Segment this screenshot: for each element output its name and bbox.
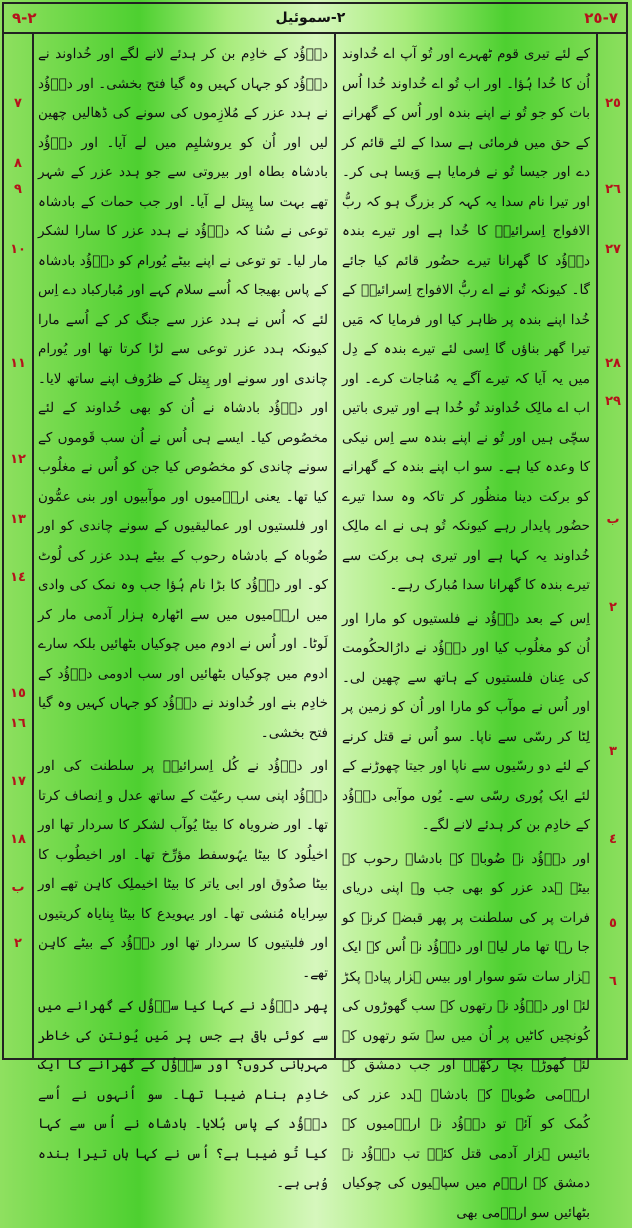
verse-number: ٢٨ [598,356,628,371]
right-chapter-ref: ٧-٢٥ [584,9,618,27]
verse-number: ٥ [598,916,628,931]
paragraph: پھر داؔؤُد نے کہا کیا ساؔؤُل کے گھرانے میں سے کوئی باقی ہے جس پر مَیں یُونتن کی خاطر مہربانی کروں؟ اور ساؔؤُل کے گھرانے کا ایک خادِم بنام ضیبا تھا۔ سو اُنہوں نے اُسے داؔؤُد کے پاس بُلایا۔ بادشاہ نے اُس سے کہا کیا تُو ضیبا ہے؟ اُس نے کہا ہاں تیرا بندہ وُہی ہے۔ [38,992,328,1199]
verse-number: ١١ [6,356,30,371]
paragraph: داؔؤُد کے خادِم بن کر ہدئے لانے لگے اور خُداوند نے داؔؤُد کو جہاں کہیں وہ گیا فتح بخشی۔ اور داؔؤُد نے ہدد عزر کے مُلازِموں کی سونے کی ڈھالیں چھین لیں اور اُن کو یروشلیِم میں لے آیا۔ اور داؔؤُد بادشاہ بطاہ اور بیروتی سے جو ہدد عزر کے شہر تھے بہت سا پِیتل لے آیا۔ اور جب حمات کے بادشاہ توعی نے سُنا کہ داؔؤُد نے ہدد عزر کا سارا لشکر مار لیا۔ تو توعی نے اپنے بیٹے یُورام کو داؔؤُد بادشاہ کے پاس بھیجا کہ اُسے سلام کہے اور مُبارکباد دے اِس لئے کہ اُس نے ہدد عزر سے جنگ کر کے اُسے مارا کیونکہ ہدد عزر توعی سے لڑا کرتا تھا اور یُورام چاندی اور سونے اور پِیتل کے ظرُوف اپنے ساتھ لایا۔ اور داؔؤُد بادشاہ نے اُن کو بھی خُداوند کے لئے مخصُوص کیا۔ ایسے ہی اُس نے اُن سب قَوموں کے سونے چاندی کو مخصُوص کیا جن کو اُس نے مغلُوب کیا تھا۔ یعنی اراؔمیوں اور موآبیوں اور بنی عمُّون اور فلستیوں اور عمالیقیوں کے سونے چاندی کو اور ضُوباہ کے بادشاہ رحوب کے بیٹے ہدد عزر کی لُوٹ کو۔ اور داؔؤُد کا بڑا نام ہُؤا جب وہ نمک کی وادی میں اراؔمیوں میں سے اٹھارہ ہزار آدمی مار کر لَوٹا۔ اور اُس نے ادوم میں چوکیاں بٹھائیں بلکہ سارے ادوم میں چوکیاں بٹھائیں اور سب ادومی داؔؤُد کے خادِم بنے اور خُداوند نے داؔؤُد کو جہاں کہیں وہ گیا فتح بخشی۔ [38,40,328,748]
verse-number: ٣ [598,744,628,759]
right-verse-numbers [598,34,628,1058]
verse-number: ٩ [6,182,30,197]
verse-number: ١٦ [6,716,30,731]
paragraph: کے لئے تیری قوم ٹھہرے اور تُو آپ اے خُداوند اُن کا خُدا ہُؤا۔ اور اب تُو اے خُداوند خُدا اُس بات کو جو تُو نے اپنے بندہ اور اُس کے گھرانے کے حق میں فرمائی ہے سدا کے لئے قائم کر دے اور جیسا تُو نے فرمایا ہے وَیسا ہی کر۔ اور تیرا نام سدا یہ کہہ کر بزرگ ہو کہ ربُّ الافواج اِسرائیلؔ کا خُدا ہے اور تیرے بندہ داؔؤُد کا گھرانا تیرے حضُور قائم کیا جائے گا۔ کیونکہ تُو نے اے ربُّ الافواج اِسرائیلؔ کے خُدا اپنے بندہ پر ظاہر کیا اور فرمایا کہ مَیں تیرا گھر بناؤں گا اِسی لئے تیرے بندہ کے دِل میں یہ آیا کہ تیرے آگے یہ مُناجات کرے۔ اور اب اے مالِک خُداوند تُو خُدا ہے اور تیری باتیں سچّی ہیں اور تُو نے اپنے بندہ سے اِس نیکی کا وعدہ کیا ہے۔ سو اب اپنے بندہ کے گھرانے کو برکت دینا منظُور کر تاکہ وہ سدا تیرے حضُور پایدار رہے کیونکہ تُو ہی نے اے مالِک خُداوند یہ کہا ہے اور تیری ہی برکت سے تیرے بندہ کا گھرانا سدا مُبارک رہے۔ [342,40,590,601]
verse-number: ٨ [6,156,30,171]
verse-number: ٢ [598,600,628,615]
verse-number: ٢٦ [598,182,628,197]
verse-number: ١٥ [6,686,30,701]
page-header [4,4,626,34]
left-text-column [38,40,328,1054]
page-frame [2,2,628,1060]
paragraph: اِس کے بعد داؔؤُد نے فلستیوں کو مارا اور اُن کو مغلُوب کیا اور داؔؤُد نے دارُالحکُومت کی عِنان فلستیوں کے ہاتھ سے چھین لی۔ اور اُس نے موآب کو مارا اور اُن کو زمین پر لِٹا کر رسّی سے ناپا۔ سو اُس نے قتل کرنے کے لئے دو رسّیوں سے ناپا اور جیتا چھوڑنے کے لئے ایک پُوری رسّی سے۔ یُوں موآبی داؔؤُد کے خادِم بن کر ہدئے لانے لگے۔ [342,605,590,841]
verse-number: ١٤ [6,570,30,585]
verse-number: ٢ [6,936,30,951]
verse-number: ١٢ [6,452,30,467]
verse-number: ١٣ [6,512,30,527]
center-rule [334,34,336,1058]
verse-number: ٤ [598,832,628,847]
verse-number: ٧ [6,96,30,111]
paragraph: اور داؔؤُد نے کُل اِسرائیلؔ پر سلطنت کی اور داؔؤُد اپنی سب رعیّت کے ساتھ عدل و اِنصاف کرتا تھا۔ اور ضرویاہ کا بیٹا یُوآب لشکر کا سردار تھا اور اخیلُود کا بیٹا یہُوسفط مؤرِّخ تھا۔ اور اخیطُوب کا بیٹا صدُوق اور ابی یاتر کا بیٹا اخیملِک کاہِن تھے اور سِرایاہ مُنشی تھا۔ اور یہویدع کا بیٹا بِنایاہ کریتیوں اور فلیتیوں کا سردار تھا اور داؔؤُد کے بیٹے کاہِن تھے۔ [38,752,328,988]
book-title: ٢-سموئیل [276,10,346,26]
verse-number: ٢٩ [598,394,628,409]
left-margin-rule [32,34,34,1058]
paragraph: اور داؔؤُد نے ضُوباہ کے بادشاہ رحوب کے بیٹے ہدد عزر کو بھی جب وہ اپنی دریای فرات پر کی سلطنت پر پھر قبضہ کرنے کو جا رہا تھا مار لیا۔ اور داؔؤُد نے اُس کے ایک ہزار سات سَو سوار اور بیس ہزار پیادے پکڑ لئے اور داؔؤُد نے رتھوں کے سب گھوڑوں کی کُونچیں کاٹیں پر اُن میں سے سَو رتھوں کے لئے گھوڑے بچا رکھّے۔ اور جب دمشق کے اراؔمی ضُوباہ کے بادشاہ ہدد عزر کی کُمک کو آئے تو داؔؤُد نے اراؔمیوں کے بائیس ہزار آدمی قتل کئے۔ تب داؔؤُد نے دمشق کے اراؔم میں سپاہیوں کی چوکیاں بٹھائیں سو اراؔمی بھی [342,845,590,1228]
verse-number: ٢٧ [598,242,628,257]
verse-number: ١٧ [6,774,30,789]
verse-number: ٢٥ [598,96,628,111]
left-verse-numbers [6,34,30,1058]
verse-number: ب [6,880,30,895]
verse-number: ٦ [598,974,628,989]
left-chapter-ref: ٢-٩ [12,9,37,27]
right-text-column [342,40,590,1054]
verse-number: ١٠ [6,242,30,257]
verse-number: ب [598,512,628,527]
verse-number: ١٨ [6,832,30,847]
